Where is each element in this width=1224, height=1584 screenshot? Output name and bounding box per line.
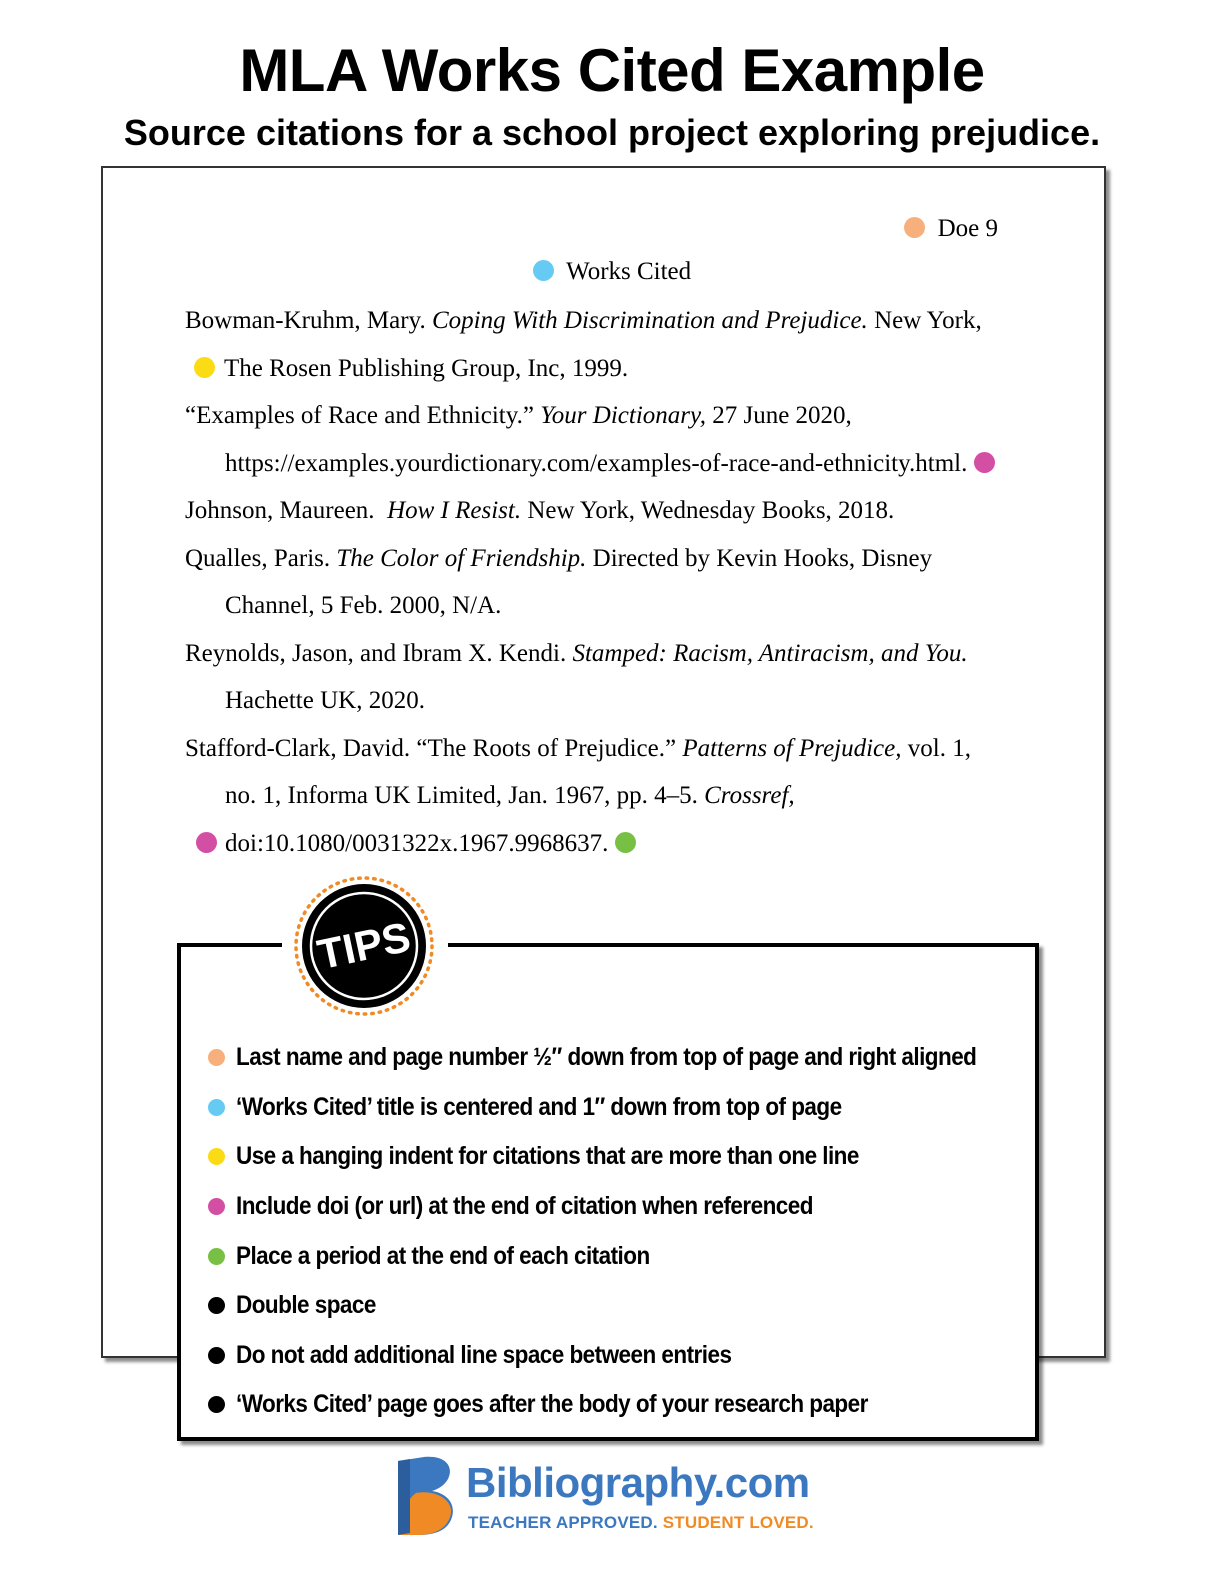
running-header-text: Doe 9 — [937, 215, 998, 242]
citation-text: Reynolds, Jason, and Ibram X. Kendi. — [185, 640, 573, 667]
tip-text: Double space — [236, 1291, 376, 1320]
tips-badge-icon — [292, 874, 436, 1018]
citation-line — [194, 354, 628, 384]
tip-item — [208, 1380, 1059, 1430]
tip-item — [208, 1231, 1059, 1281]
brand-name: Bibliography.com — [466, 1459, 810, 1506]
citation-text: Directed by Kevin Hooks, Disney — [586, 545, 933, 572]
citation-text: Stafford-Clark, David. “The Roots of Prejudice.” — [185, 735, 683, 762]
citation-title: Patterns of Prejudice, — [682, 735, 902, 762]
citation-text: Qualles, Paris. — [185, 545, 337, 572]
works-cited-heading — [0, 258, 1224, 286]
citation-line — [225, 781, 795, 811]
citation-text: Johnson, Maureen. — [185, 497, 388, 524]
citation-line — [225, 449, 995, 479]
works-cited-heading-text: Works Cited — [566, 258, 692, 285]
citation-line — [185, 496, 894, 526]
citation-title: How I Resist. — [387, 497, 522, 524]
tip-text: ‘Works Cited’ title is centered and 1″ down from top of page — [236, 1092, 842, 1121]
citation-line — [185, 544, 932, 574]
tagline-part-1: TEACHER APPROVED. — [468, 1513, 658, 1532]
citation-title: Coping With Discrimination and Prejudice. — [431, 307, 868, 334]
tip-item — [208, 1132, 1059, 1182]
citation-text: The Rosen Publishing Group, Inc, 1999. — [224, 355, 629, 382]
blue-marker-icon — [533, 260, 554, 281]
tip-bullet-icon — [208, 1347, 225, 1364]
citation-text: 27 June 2020, — [705, 402, 852, 429]
tip-bullet-icon — [208, 1198, 225, 1215]
tips-badge-label: TIPS — [313, 912, 415, 979]
tip-bullet-icon — [208, 1396, 225, 1413]
tip-text: ‘Works Cited’ page goes after the body of your research paper — [236, 1390, 868, 1419]
citation-doi: doi:10.1080/0031322x.1967.9968637. — [225, 830, 609, 857]
tip-bullet-icon — [208, 1099, 225, 1116]
tip-bullet-icon — [208, 1148, 225, 1165]
brand-tagline — [468, 1513, 814, 1533]
orange-marker-icon — [904, 217, 925, 238]
tip-item — [208, 1033, 1059, 1083]
citation-text: New York, Wednesday Books, 2018. — [521, 497, 895, 524]
tip-item — [208, 1083, 1059, 1133]
tip-text: Place a period at the end of each citation — [236, 1241, 650, 1270]
tip-bullet-icon — [208, 1248, 225, 1265]
citation-line — [185, 734, 971, 764]
citation-url: https://examples.yourdictionary.com/examples-of-race-and-ethnicity.html. — [225, 450, 968, 477]
tip-item — [208, 1331, 1059, 1381]
page-subtitle: Source citations for a school project exploring prejudice. — [123, 112, 1101, 153]
citation-line — [185, 639, 968, 669]
citation-text: no. 1, Informa UK Limited, Jan. 1967, pp. 4–5. — [225, 782, 705, 809]
tips-list — [208, 1033, 1059, 1430]
citation-line — [225, 591, 501, 621]
green-marker-icon — [615, 832, 636, 853]
citation-line — [185, 401, 852, 431]
pink-marker-icon — [974, 452, 995, 473]
bibliography-b-icon — [396, 1455, 458, 1537]
page-title: MLA Works Cited Example — [239, 37, 985, 104]
tip-item — [208, 1281, 1059, 1331]
running-header — [904, 215, 998, 243]
tip-text: Include doi (or url) at the end of citation when referenced — [236, 1192, 813, 1221]
citation-line — [196, 829, 636, 859]
tagline-part-2: STUDENT LOVED. — [662, 1513, 814, 1532]
citation-line — [185, 306, 982, 336]
citation-title: Your Dictionary, — [540, 402, 706, 429]
citation-title: The Color of Friendship. — [336, 545, 587, 572]
citation-text: “Examples of Race and Ethnicity.” — [185, 402, 541, 429]
tip-item — [208, 1182, 1059, 1232]
citation-text: vol. 1, — [901, 735, 971, 762]
tip-text: Do not add additional line space between entries — [236, 1340, 732, 1369]
tip-bullet-icon — [208, 1297, 225, 1314]
citation-line — [225, 686, 425, 716]
tip-bullet-icon — [208, 1049, 225, 1066]
citation-text: Bowman-Kruhm, Mary. — [185, 307, 432, 334]
citation-title: Crossref, — [704, 782, 795, 809]
yellow-marker-icon — [194, 357, 215, 378]
pink-marker-icon — [196, 832, 217, 853]
citation-text: Hachette UK, 2020. — [225, 687, 425, 714]
tip-text: Use a hanging indent for citations that are more than one line — [236, 1142, 859, 1171]
citation-text: Channel, 5 Feb. 2000, N/A. — [225, 592, 502, 619]
citation-text: New York, — [867, 307, 982, 334]
bibliography-logo[interactable] — [396, 1455, 826, 1540]
tip-text: Last name and page number ½″ down from top of page and right aligned — [236, 1043, 977, 1072]
citation-title: Stamped: Racism, Antiracism, and You. — [572, 640, 968, 667]
